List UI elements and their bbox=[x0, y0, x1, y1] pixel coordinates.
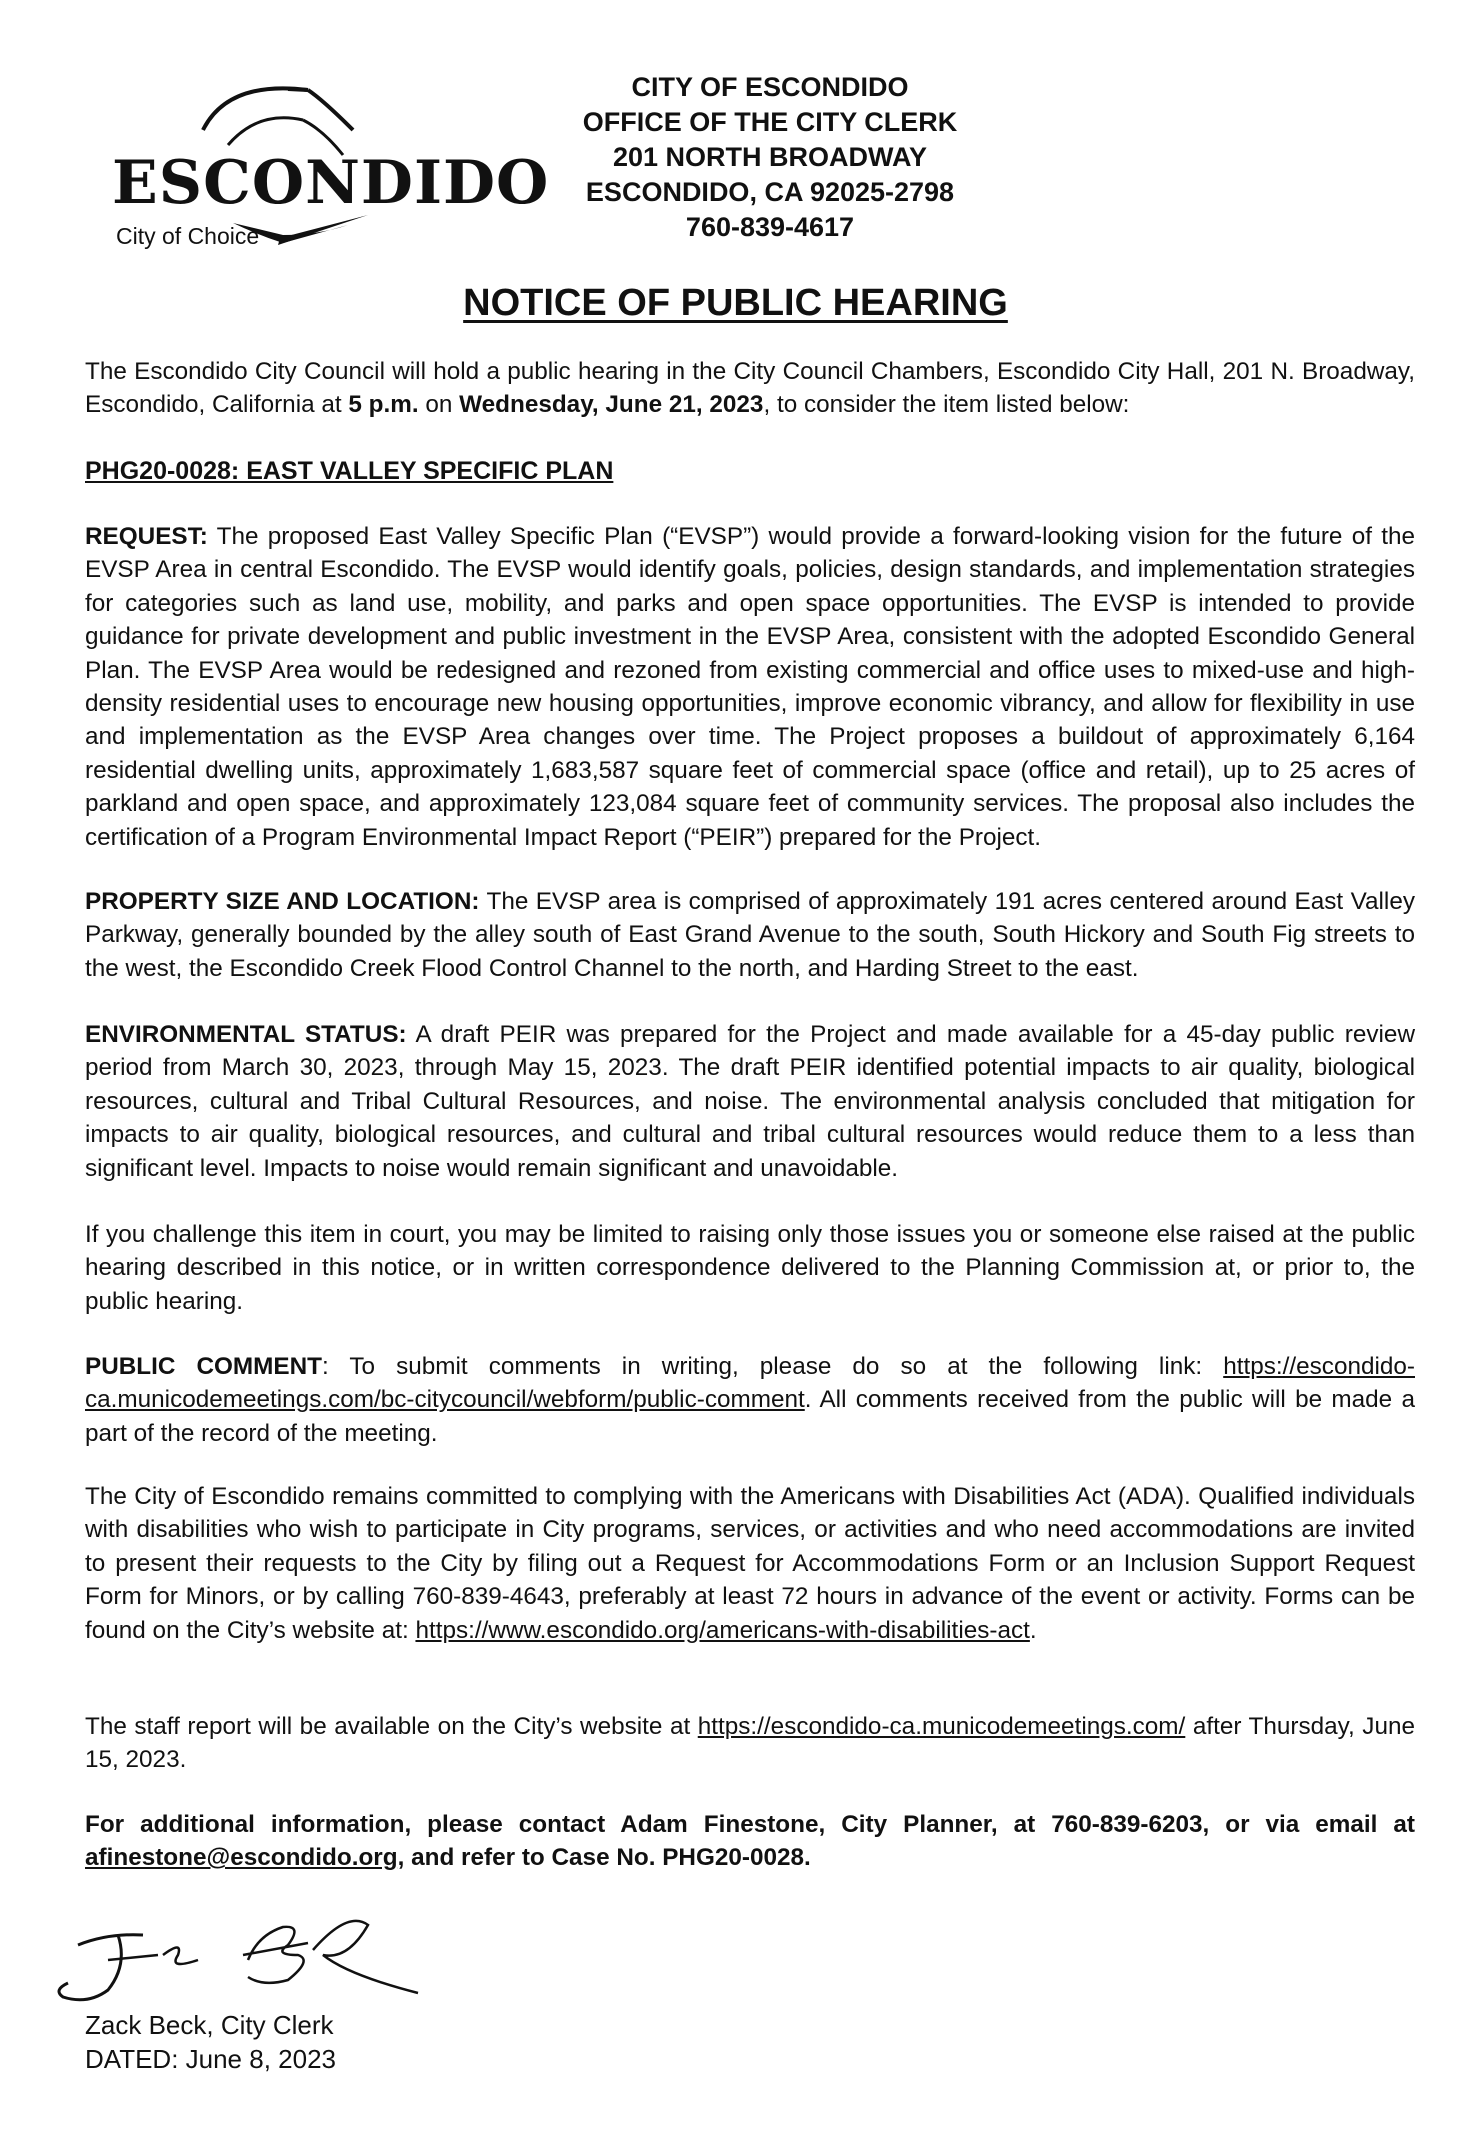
office-address bbox=[560, 70, 980, 245]
office-line: 760-839-4617 bbox=[685, 212, 855, 242]
staff-report-text: after Thursday, June 15, 2023. bbox=[85, 1713, 1415, 1774]
case-heading: PHG20-0028: EAST VALLEY SPECIFIC PLAN bbox=[85, 457, 614, 485]
hearing-time: 5 p.m. bbox=[348, 391, 419, 419]
hearing-date: Wednesday, June 21, 2023 bbox=[459, 391, 764, 419]
public-comment-paragraph bbox=[85, 1350, 1415, 1450]
staff-report-link[interactable]: https://escondido-ca.municodemeetings.com/ bbox=[697, 1713, 1186, 1740]
ada-text: The City of Escondido remains committed to complying with the Americans with Disabilities Act (ADA). Qualified individuals with disabilities who wish to participate in City programs, services, or activities and who need accommodations are invited to present their requests to the City by filing out a Request for Accommodations Form or an Inclusion Support Request Form for Minors, or by calling 760-839-4643, preferably at least 72 hours in advance of the event or activity. Forms can be found on the City’s website at: bbox=[85, 1483, 1415, 1644]
intro-text: The Escondido City Council will hold a public hearing in the City Council Chambers, Escondido City Hall, 201 N. Broadway, Escondido, California at bbox=[85, 358, 1415, 419]
public-comment-label: PUBLIC COMMENT bbox=[85, 1353, 323, 1380]
staff-report-text: The staff report will be available on the City’s website at bbox=[85, 1713, 698, 1740]
clerk-block bbox=[85, 2008, 336, 2076]
page-title bbox=[0, 282, 1471, 325]
staff-report-paragraph bbox=[85, 1710, 1415, 1777]
property-text: The EVSP area is comprised of approximately 191 acres centered around East Valley Parkway, generally bounded by the alley south of East Grand Avenue to the south, South Hickory and South Fig streets to the west, the Escondido Creek Flood Control Channel to the north, and Harding Street to the east. bbox=[85, 888, 1415, 982]
dated-line: DATED: June 8, 2023 bbox=[85, 2044, 336, 2074]
environmental-paragraph bbox=[85, 1018, 1415, 1185]
contact-paragraph bbox=[85, 1808, 1415, 1875]
ada-paragraph bbox=[85, 1480, 1415, 1647]
office-line: CITY OF ESCONDIDO bbox=[631, 72, 909, 102]
handwritten-signature bbox=[48, 1905, 468, 2015]
intro-paragraph bbox=[85, 355, 1415, 422]
intro-text: , to consider the item listed below: bbox=[763, 391, 1130, 419]
contact-email-link[interactable]: afinestone@escondido.org bbox=[85, 1844, 398, 1872]
office-line: ESCONDIDO, CA 92025-2798 bbox=[585, 177, 955, 207]
logo-tagline: City of Choice bbox=[116, 223, 260, 249]
title-text: NOTICE OF PUBLIC HEARING bbox=[463, 282, 1008, 324]
office-line: 201 NORTH BROADWAY bbox=[612, 142, 928, 172]
escondido-logo bbox=[108, 75, 550, 265]
intro-text: on bbox=[418, 391, 460, 419]
environmental-text: A draft PEIR was prepared for the Project and made available for a 45-day public review period from March 30, 2023, through May 15, 2023. The draft PEIR identified potential impacts to air quality, biological resources, cultural and Tribal Cultural Resources, and noise. The environmental analysis concluded that mitigation for impacts to air quality, biological resources, and cultural and tribal cultural resources would reduce them to a less than significant level. Impacts to noise would remain significant and unavoidable. bbox=[85, 1021, 1415, 1182]
property-paragraph bbox=[85, 885, 1415, 985]
request-label: REQUEST: bbox=[85, 523, 208, 550]
public-comment-text: : To submit comments in writing, please do so at the following link: bbox=[322, 1353, 1224, 1380]
logo-wordmark: ESCONDIDO bbox=[112, 148, 550, 218]
request-paragraph bbox=[85, 520, 1415, 854]
environmental-label: ENVIRONMENTAL STATUS: bbox=[85, 1021, 407, 1048]
ada-link[interactable]: https://www.escondido.org/americans-with-disabilities-act bbox=[415, 1616, 1030, 1644]
public-comment-link[interactable]: https://escondido-ca.municodemeetings.com/bc-citycouncil/webform/public-comment bbox=[85, 1353, 1415, 1414]
property-label: PROPERTY SIZE AND LOCATION: bbox=[85, 888, 480, 915]
ada-text: . bbox=[1029, 1616, 1037, 1644]
contact-text: For additional information, please contact Adam Finestone, City Planner, at 760-839-6203, or via email at bbox=[85, 1811, 1415, 1838]
challenge-paragraph: If you challenge this item in court, you may be limited to raising only those issues you or someone else raised at the public hearing described in this notice, or in written correspondence delivered to the Planning Commission at, or prior to, the public hearing. bbox=[85, 1221, 1415, 1315]
office-line: OFFICE OF THE CITY CLERK bbox=[582, 107, 958, 137]
clerk-name: Zack Beck, City Clerk bbox=[85, 2010, 334, 2040]
public-comment-text: . All comments received from the public will be made a part of the record of the meeting. bbox=[85, 1386, 1415, 1447]
request-text: The proposed East Valley Specific Plan (“EVSP”) would provide a forward-looking vision for the future of the EVSP Area in central Escondido. The EVSP would identify goals, policies, design standards, and implementation strategies for categories such as land use, mobility, and parks and open space opportunities. The EVSP is intended to provide guidance for private development and public investment in the EVSP Area, consistent with the adopted Escondido General Plan. The EVSP Area would be redesigned and rezoned from existing commercial and office uses to mixed-use and high-density residential uses to encourage new housing opportunities, improve economic vibrancy, and allow for flexibility in use and implementation as the EVSP Area changes over time. The Project proposes a buildout of approximately 6,164 residential dwelling units, approximately 1,683,587 square feet of commercial space (office and retail), up to 25 acres of parkland and open space, and approximately 123,084 square feet of community services. The proposal also includes the certification of a Program Environmental Impact Report (“PEIR”) prepared for the Project. bbox=[85, 523, 1415, 851]
contact-text: , and refer to Case No. PHG20-0028. bbox=[397, 1844, 811, 1872]
